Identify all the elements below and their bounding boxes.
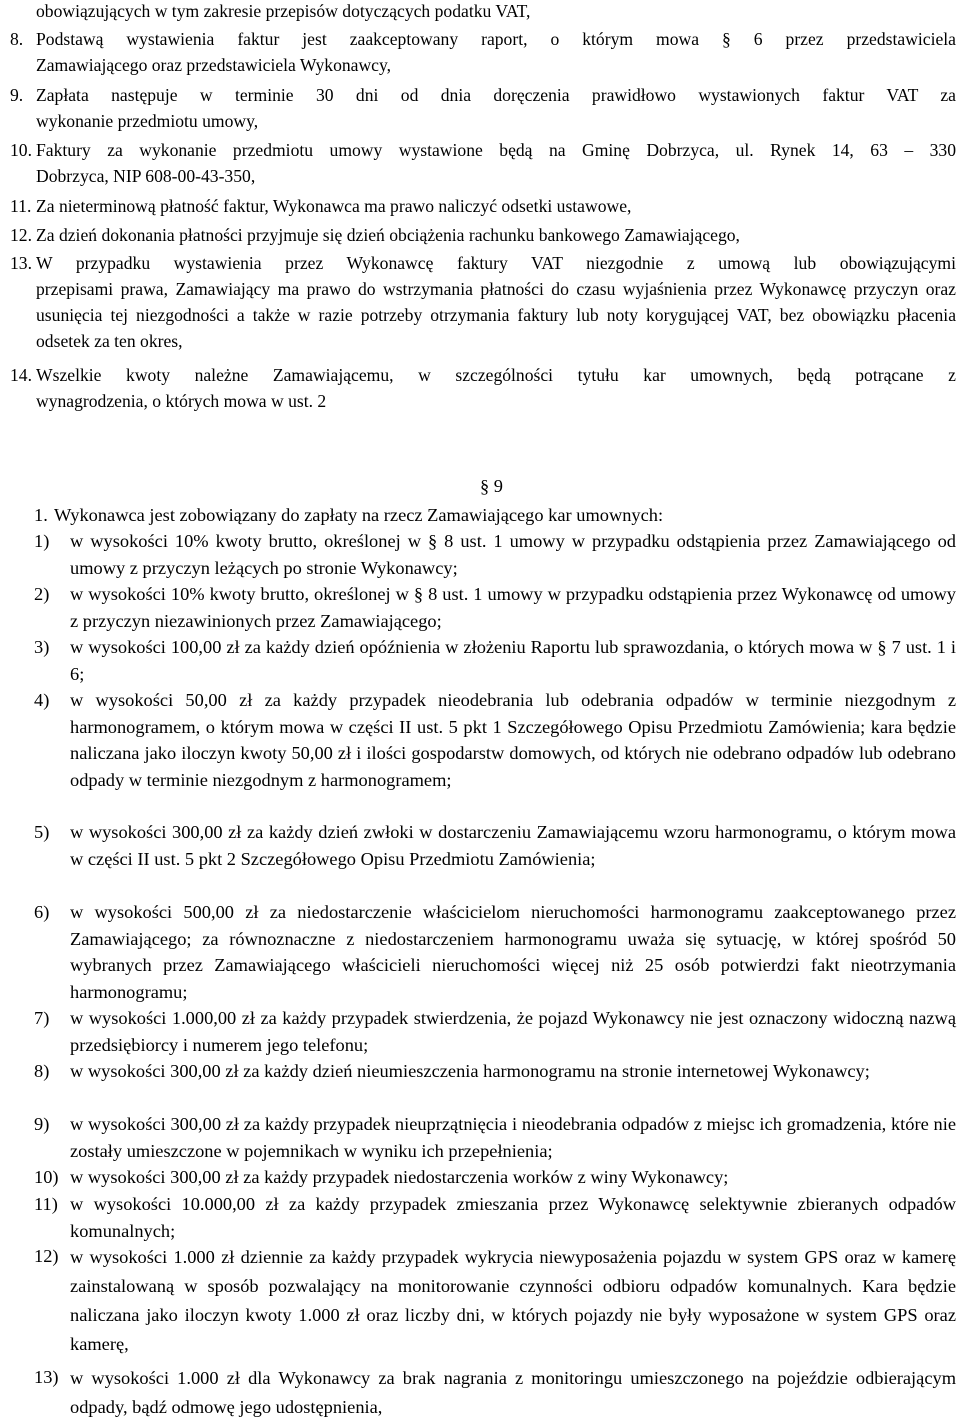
paragraph-text-rest: Dobrzyca, NIP 608-00-43-350, <box>36 166 256 186</box>
paragraph-number: 9. <box>10 85 24 105</box>
list-item-text: w wysokości 500,00 zł za niedostarczenie właścicielom nieruchomości harmonogramu zaakceptowanego przez Zamawiającego; za równoznaczne z niedostarczeniem harmonogramu uważa się sytuację, w której spośród 50 wybranych przez Zamawiającego właścicieli nieruchomości więcej niż 25 osób potwierdzi fakt nieotrzymania harmonogramu; <box>70 902 956 1002</box>
paragraph-number: 11. <box>10 196 32 216</box>
list-item-text: w wysokości 10% kwoty brutto, określonej w § 8 ust. 1 umowy w przypadku odstąpienia przez Zamawiającego od umowy z przyczyn leżących po stronie Wykonawcy; <box>70 531 956 578</box>
list-item-text: w wysokości 1.000 zł dziennie za każdy przypadek wykrycia niewyposażenia pojazdu w system GPS oraz w kamerę zainstalowaną w sposób pozwalający na monitorowanie czynności odbioru odpadów komunalnych. Kara będzie naliczana jako iloczyn kwoty 1.000 zł oraz liczby dni, w których pojazdy nie były wyposażone w system GPS oraz kamerę, <box>70 1247 956 1354</box>
list-item-3 <box>34 634 956 687</box>
list-item-number: 10) <box>34 1167 59 1187</box>
list-item-number: 11) <box>34 1194 58 1214</box>
paragraph-text-line1: Podstawą wystawienia faktur jest zaakceptowany raport, o którym mowa § 6 przez przedstawiciela <box>36 29 956 49</box>
paragraph-text-rest: Zamawiającego oraz przedstawiciela Wykonawcy, <box>36 55 392 75</box>
paragraph-text: Za dzień dokonania płatności przyjmuje się dzień obciążenia rachunku bankowego Zamawiającego, <box>36 225 740 245</box>
paragraph-number: 8. <box>10 29 24 49</box>
paragraph-text-line1: Faktury za wykonanie przedmiotu umowy wystawione będą na Gminę Dobrzyca, ul. Rynek 14, 63 – 330 <box>36 140 956 160</box>
list-item-11 <box>34 1191 956 1244</box>
paragraph-13 <box>10 250 956 354</box>
paragraph-number: 13. <box>10 253 32 273</box>
paragraph-text-line1: Wszelkie kwoty należne Zamawiającemu, w szczególności tytułu kar umownych, będą potrącane z <box>36 365 956 385</box>
list-item-text: w wysokości 300,00 zł za każdy przypadek niedostarczenia worków z winy Wykonawcy; <box>70 1167 729 1187</box>
list-item-9 <box>34 1111 956 1164</box>
list-item-number: 12) <box>34 1246 59 1266</box>
paragraph-number: 14. <box>10 365 32 385</box>
list-item-number: 5) <box>34 822 50 842</box>
list-item-5 <box>34 819 956 872</box>
list-item-4 <box>34 687 956 793</box>
paragraph-8 <box>10 26 956 78</box>
paragraph-number: 12. <box>10 225 32 245</box>
list-item-text: w wysokości 300,00 zł za każdy dzień zwłoki w dostarczeniu Zamawiającemu wzoru harmonogramu, o którym mowa w części II ust. 5 pkt 2 Szczegółowego Opisu Przedmiotu Zamówienia; <box>70 822 956 869</box>
paragraph-text-rest: wynagrodzenia, o których mowa w ust. 2 <box>36 391 327 411</box>
list-item-text: w wysokości 10.000,00 zł za każdy przypadek zmieszania przez Wykonawcę selektywnie zbieranych odpadów komunalnych; <box>70 1194 956 1241</box>
list-item-number: 4) <box>34 690 50 710</box>
list-item-10 <box>34 1164 956 1191</box>
paragraph-text: Za nieterminową płatność faktur, Wykonawca ma prawo naliczyć odsetki ustawowe, <box>36 196 632 216</box>
list-item-6 <box>34 899 956 1005</box>
paragraph-continuation: obowiązujących w tym zakresie przepisów dotyczących podatku VAT, <box>36 1 531 21</box>
list-item-number: 13) <box>34 1367 59 1387</box>
list-item-13 <box>34 1364 956 1422</box>
intro-paragraph <box>34 502 956 529</box>
list-item-text: w wysokości 50,00 zł za każdy przypadek nieodebrania lub odebrania odpadów w terminie niezgodnym z harmonogramem, o którym mowa w części II ust. 5 pkt 1 Szczegółowego Opisu Przedmiotu Zamówienia; kara będzie naliczana jako iloczyn kwoty 50,00 zł i ilości gospodarstw domowych, od których nie odebrano odpadów lub odebrano odpady w terminie niezgodnym z harmonogramem; <box>70 690 956 790</box>
paragraph-text-line1: Zapłata następuje w terminie 30 dni od dnia doręczenia prawidłowo wystawionych faktur VAT za <box>36 85 956 105</box>
list-item-number: 7) <box>34 1008 50 1028</box>
list-item-text: w wysokości 1.000,00 zł za każdy przypadek stwierdzenia, że pojazd Wykonawcy nie jest oznaczony widoczną nazwą przedsiębiorcy i numerem jego telefonu; <box>70 1008 956 1055</box>
list-item-text: w wysokości 100,00 zł za każdy dzień opóźnienia w złożeniu Raportu lub sprawozdania, o których mowa w § 7 ust. 1 i 6; <box>70 637 956 684</box>
list-item-number: 8) <box>34 1061 50 1081</box>
paragraph-number: 1. <box>34 505 48 525</box>
paragraph-number: 10. <box>10 140 32 160</box>
list-item-7 <box>34 1005 956 1058</box>
list-item-text: w wysokości 300,00 zł za każdy przypadek nieuprzątnięcia i nieodebrania odpadów z miejsc ich gromadzenia, które nie zostały umieszczone w pojemnikach w wyniku ich przepełnienia; <box>70 1114 956 1161</box>
list-item-number: 2) <box>34 584 50 604</box>
list-item-8 <box>34 1058 956 1085</box>
list-item-1 <box>34 528 956 581</box>
list-item-12 <box>34 1243 956 1359</box>
list-item-number: 6) <box>34 902 50 922</box>
list-item-number: 3) <box>34 637 50 657</box>
paragraph-text-rest: wykonanie przedmiotu umowy, <box>36 111 259 131</box>
paragraph-11 <box>10 193 956 219</box>
paragraph-14 <box>10 362 956 414</box>
paragraph-9 <box>10 82 956 134</box>
list-item-text: w wysokości 1.000 zł dla Wykonawcy za brak nagrania z monitoringu umieszczonego na pojeździe odbierającym odpady, bądź odmowę jego udostępnienia, <box>70 1368 956 1417</box>
list-item-number: 9) <box>34 1114 50 1134</box>
list-item-2 <box>34 581 956 634</box>
section-heading: § 9 <box>480 476 503 496</box>
paragraph-text: Wykonawca jest zobowiązany do zapłaty na rzecz Zamawiającego kar umownych: <box>54 505 664 525</box>
paragraph-10 <box>10 137 956 189</box>
list-item-number: 1) <box>34 531 50 551</box>
list-item-text: w wysokości 10% kwoty brutto, określonej w § 8 ust. 1 umowy w przypadku odstąpienia przez Wykonawcę od umowy z przyczyn niezawinionych przez Zamawiającego; <box>70 584 956 631</box>
list-item-text: w wysokości 300,00 zł za każdy dzień nieumieszczenia harmonogramu na stronie internetowej Wykonawcy; <box>70 1061 870 1081</box>
paragraph-text-rest: przepisami prawa, Zamawiający ma prawo do wstrzymania płatności do czasu wyjaśnienia przez Wykonawcę przyczyn oraz usunięcia tej niezgodności a także w razie potrzeby otrzymania faktury lub noty korygującej VAT, bez obowiązku płacenia odsetek za ten okres, <box>36 279 956 351</box>
paragraph-text-line1: W przypadku wystawienia przez Wykonawcę faktury VAT niezgodnie z umową lub obowiązującymi <box>36 253 956 273</box>
paragraph-12 <box>10 222 956 248</box>
